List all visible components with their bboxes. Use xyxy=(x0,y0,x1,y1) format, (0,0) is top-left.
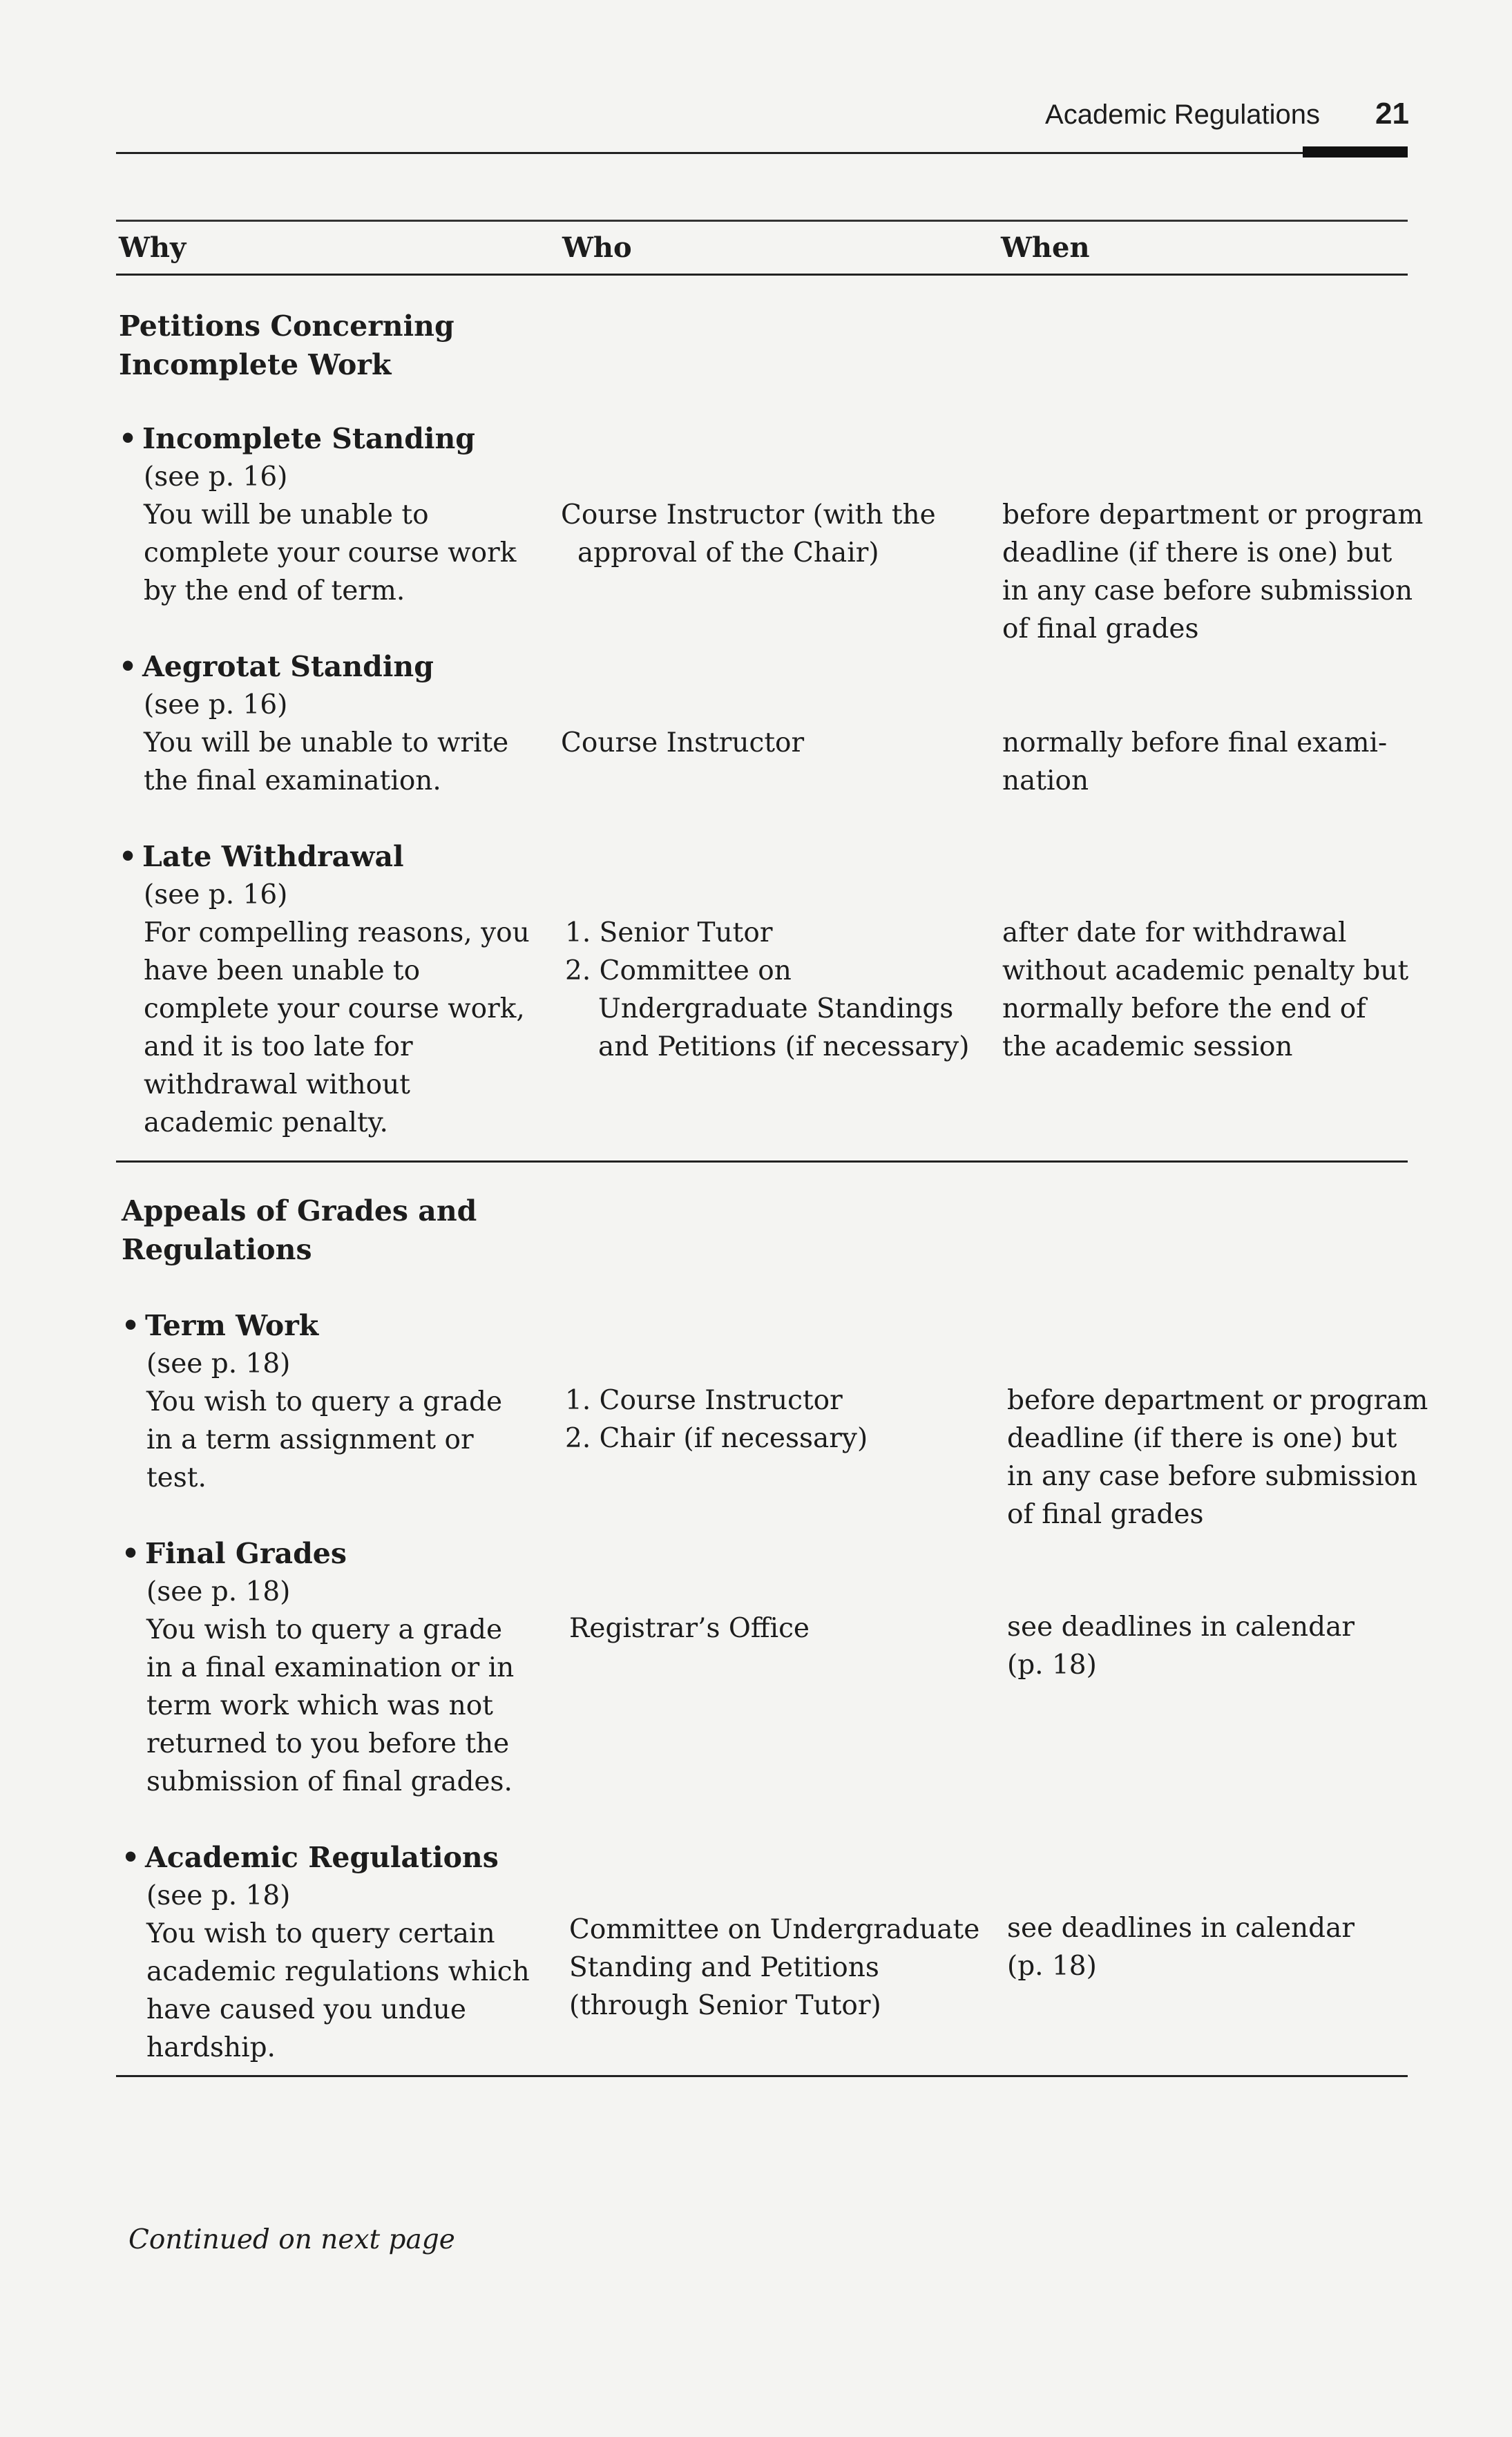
bullet-icon: • xyxy=(122,1537,140,1570)
column-header-why: Why xyxy=(119,231,186,264)
running-header xyxy=(974,97,1409,145)
who-aegrotat-standing: Course Instructor xyxy=(561,727,805,758)
item-aegrotat-standing: • Aegrotat Standing (see p. 16) You will be unable to write the final examination. xyxy=(119,648,547,800)
header-tab-mark xyxy=(1303,146,1408,157)
item-ref: (see p. 16) xyxy=(144,879,288,910)
when-incomplete-standing: before department or program deadline (if there is one) but in any case before submission of final grades xyxy=(1002,499,1424,644)
who-incomplete-standing: Course Instructor (with the approval of the Chair) xyxy=(561,499,936,568)
item-title: Incomplete Standing xyxy=(142,422,475,455)
item-ref: (see p. 18) xyxy=(146,1880,291,1911)
section-divider xyxy=(116,1160,1408,1163)
when-aegrotat-standing: normally before final exami- nation xyxy=(1002,727,1388,796)
section-divider xyxy=(116,2075,1408,2077)
bullet-icon: • xyxy=(122,1309,140,1342)
when-late-withdrawal: after date for withdrawal without academic penalty but normally before the end of the academic session xyxy=(1002,917,1409,1062)
item-title: Final Grades xyxy=(145,1537,347,1570)
table-top-rule xyxy=(116,220,1408,222)
item-ref: (see p. 16) xyxy=(144,689,288,720)
item-final-grades: • Final Grades (see p. 18) You wish to query a grade in a final examination or in term work which was not returned to you before the submission of final grades. xyxy=(122,1535,564,1801)
bullet-icon: • xyxy=(119,650,137,683)
bullet-icon: • xyxy=(119,422,137,455)
item-term-work: • Term Work (see p. 18) You wish to query a grade in a term assignment or test. xyxy=(122,1307,550,1497)
who-late-withdrawal: 1. Senior Tutor 2. Committee on Undergraduate Standings and Petitions (if necessary) xyxy=(565,917,970,1062)
column-header-who: Who xyxy=(562,231,632,264)
page-number: 21 xyxy=(1375,97,1409,131)
table-header-rule xyxy=(116,274,1408,276)
when-final-grades: see deadlines in calendar (p. 18) xyxy=(1007,1612,1355,1681)
item-title: Term Work xyxy=(145,1309,319,1342)
bullet-icon: • xyxy=(119,840,137,873)
column-header-when: When xyxy=(1001,231,1090,264)
item-ref: (see p. 18) xyxy=(146,1348,291,1379)
item-title: Aegrotat Standing xyxy=(142,650,434,683)
item-title: Academic Regulations xyxy=(145,1841,499,1874)
item-ref: (see p. 16) xyxy=(144,461,288,493)
bullet-icon: • xyxy=(122,1841,140,1874)
item-late-withdrawal: • Late Withdrawal (see p. 16) For compelling reasons, you have been unable to complete your course work, and it is too late for withdrawal without academic penalty. xyxy=(119,838,547,1142)
continued-note: Continued on next page xyxy=(128,2224,455,2255)
group-title-petitions: Petitions Concerning Incomplete Work xyxy=(119,309,454,381)
item-academic-regulations: • Academic Regulations (see p. 18) You wish to query certain academic regulations which have caused you undue hardship. xyxy=(122,1839,564,2067)
item-ref: (see p. 18) xyxy=(146,1576,291,1607)
header-section-title: Academic Regulations xyxy=(1045,99,1321,130)
when-term-work: before department or program deadline (if there is one) but in any case before submission of final grades xyxy=(1007,1385,1428,1530)
group-title-appeals: Appeals of Grades and Regulations xyxy=(122,1194,477,1266)
who-term-work: 1. Course Instructor 2. Chair (if necessary) xyxy=(565,1385,868,1454)
header-rule xyxy=(116,152,1408,154)
when-academic-regulations: see deadlines in calendar (p. 18) xyxy=(1007,1913,1355,1982)
who-academic-regulations: Committee on Undergraduate Standing and Petitions (through Senior Tutor) xyxy=(569,1914,980,2021)
who-final-grades: Registrar’s Office xyxy=(569,1613,810,1644)
item-title: Late Withdrawal xyxy=(142,840,404,873)
table-column-headers xyxy=(119,231,1408,271)
item-incomplete-standing: • Incomplete Standing (see p. 16) You will be unable to complete your course work by the end of term. xyxy=(119,420,547,610)
